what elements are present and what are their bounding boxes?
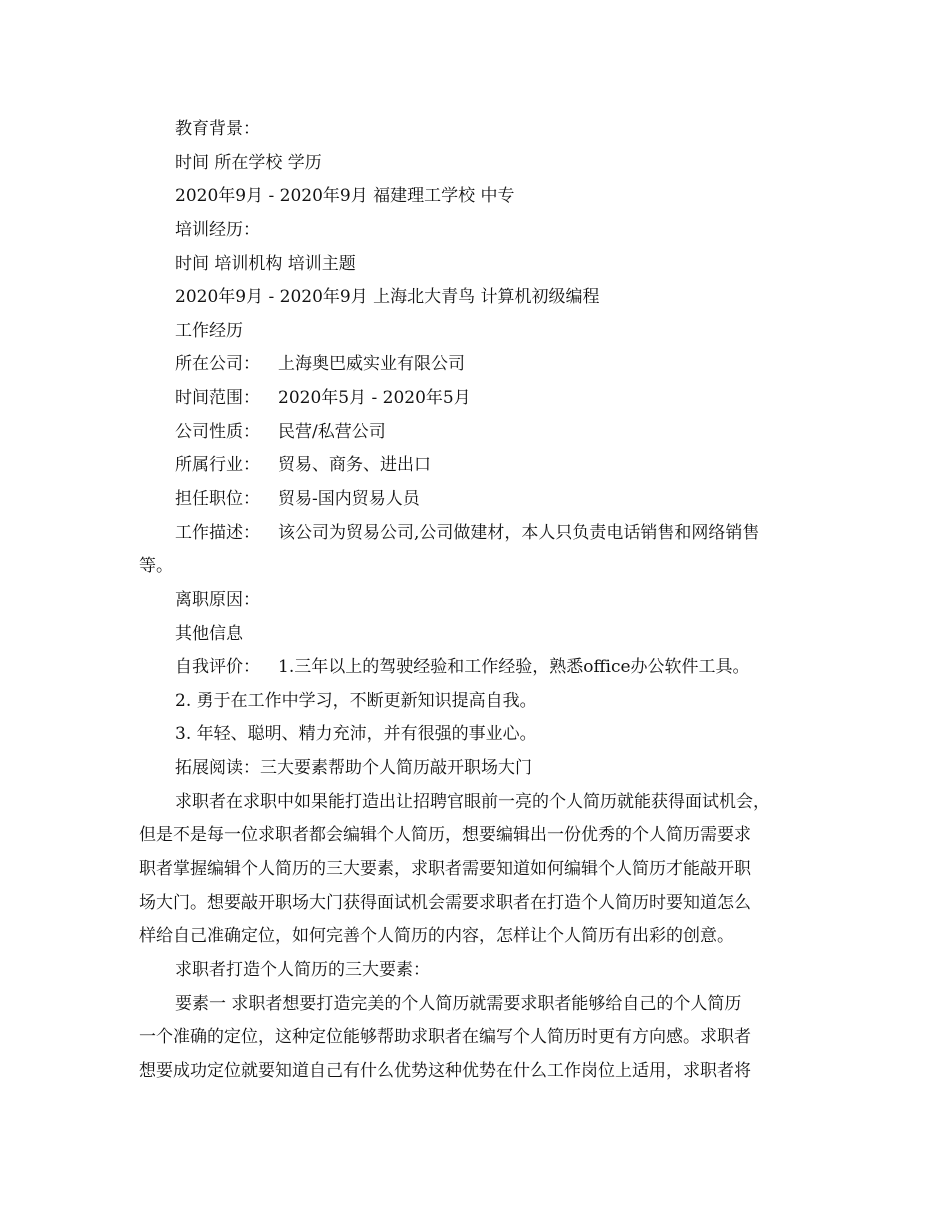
work-company-value: 上海奥巴威实业有限公司 xyxy=(278,354,465,374)
work-description-row xyxy=(139,517,855,551)
work-company-label: 所在公司： xyxy=(175,354,260,374)
work-period-label: 时间范围： xyxy=(175,388,260,408)
work-description-continuation: 等。 xyxy=(139,556,173,576)
work-company-row xyxy=(139,348,855,382)
work-period-row xyxy=(139,382,855,416)
education-row: 2020年9月 - 2020年9月 福建理工学校 中专 xyxy=(175,186,515,206)
work-position-value: 贸易-国内贸易人员 xyxy=(278,489,420,509)
work-nature-label: 公司性质： xyxy=(175,422,260,442)
work-position-row xyxy=(139,483,855,517)
work-period-value: 2020年5月 - 2020年5月 xyxy=(278,388,471,408)
education-header-row: 时间 所在学校 学历 xyxy=(175,153,322,173)
training-heading: 培训经历： xyxy=(175,220,260,240)
work-description-label: 工作描述： xyxy=(175,523,260,543)
other-heading: 其他信息 xyxy=(175,624,243,644)
self-eval-item-3: 3. 年轻、聪明、精力充沛，并有很强的事业心。 xyxy=(175,724,537,744)
self-eval-label: 自我评价： xyxy=(175,657,260,677)
work-industry-label: 所属行业： xyxy=(175,455,260,475)
para1-line: 样给自己准确定位，如何完善个人简历的内容，怎样让个人简历有出彩的创意。 xyxy=(139,926,734,946)
para3-line: 要素一 求职者想要打造完美的个人简历就需要求职者能够给自己的个人简历 xyxy=(175,994,742,1014)
para1-line: 求职者在求职中如果能打造出让招聘官眼前一亮的个人简历就能获得面试机会， xyxy=(175,792,770,812)
self-eval-item-1: 1.三年以上的驾驶经验和工作经验，熟悉office办公软件工具。 xyxy=(278,657,750,677)
work-nature-value: 民营/私营公司 xyxy=(278,422,386,442)
work-description-value: 该公司为贸易公司,公司做建材，本人只负责电话销售和网络销售 xyxy=(278,523,760,543)
para3-line: 想要成功定位就要知道自己有什么优势这种优势在什么工作岗位上适用，求职者将 xyxy=(139,1061,751,1081)
para1-line: 场大门。想要敲开职场大门获得面试机会需要求职者在打造个人简历时要知道怎么 xyxy=(139,893,751,913)
work-heading: 工作经历 xyxy=(175,321,243,341)
self-eval-row xyxy=(139,651,855,685)
extended-reading-title: 拓展阅读：三大要素帮助个人简历敲开职场大门 xyxy=(175,758,532,778)
para2-line: 求职者打造个人简历的三大要素： xyxy=(175,960,430,980)
para1-line: 职者掌握编辑个人简历的三大要素，求职者需要知道如何编辑个人简历才能敲开职 xyxy=(139,859,751,879)
education-heading: 教育背景： xyxy=(175,119,260,139)
work-position-label: 担任职位： xyxy=(175,489,260,509)
para1-line: 但是不是每一位求职者都会编辑个人简历，想要编辑出一份优秀的个人简历需要求 xyxy=(139,825,751,845)
training-header-row: 时间 培训机构 培训主题 xyxy=(175,254,356,274)
self-eval-item-2: 2. 勇于在工作中学习，不断更新知识提高自我。 xyxy=(175,691,537,711)
work-industry-row xyxy=(139,449,855,483)
work-industry-value: 贸易、商务、进出口 xyxy=(278,455,431,475)
work-nature-row xyxy=(139,416,855,450)
work-leave-reason: 离职原因： xyxy=(175,590,260,610)
para3-line: 一个准确的定位，这种定位能够帮助求职者在编写个人简历时更有方向感。求职者 xyxy=(139,1027,751,1047)
training-row: 2020年9月 - 2020年9月 上海北大青鸟 计算机初级编程 xyxy=(175,287,600,307)
